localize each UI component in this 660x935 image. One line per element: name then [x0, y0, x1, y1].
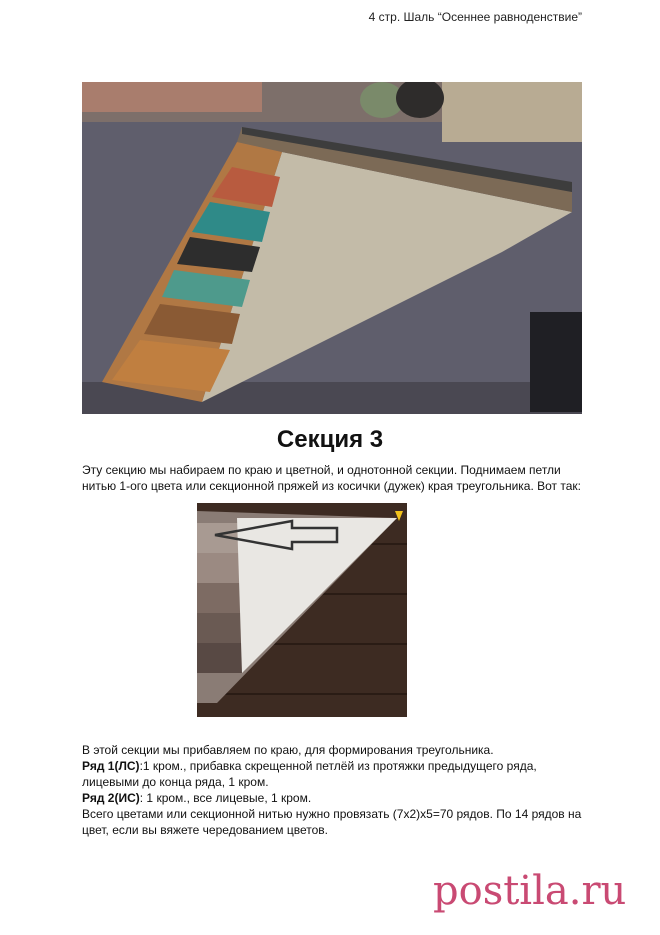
- knitted-shawl-photo: [82, 82, 582, 414]
- section-intro: Эту секцию мы набираем по краю и цветной, и однотонной секции. Поднимаем петли нитью 1-ого цвета или секционной пряжей из косички (дужек) края треугольника. Вот так:: [82, 463, 582, 493]
- instruction-last-line: Всего цветами или секционной нитью нужно провязать (7х2)х5=70 рядов. По 14 рядов на цвет, если вы вяжете чередованием цветов.: [82, 807, 582, 837]
- row-2-label: Ряд 2(ИС): [82, 791, 140, 805]
- instructions-block: [82, 742, 582, 838]
- shawl-on-floor-photo: [197, 503, 407, 717]
- instruction-line-1: В этой секции мы прибавляем по краю, для формирования треугольника.: [82, 743, 494, 757]
- instruction-row-1: [82, 758, 582, 790]
- row-1-text: :1 кром., прибавка скрещенной петлёй из протяжки предыдущего ряда, лицевыми до конца ряда, 1 кром.: [82, 759, 537, 789]
- postila-watermark: postila.ru: [433, 868, 627, 914]
- row-2-text: : 1 кром., все лицевые, 1 кром.: [139, 791, 312, 805]
- instruction-row-2: [82, 790, 582, 806]
- row-1-label: Ряд 1(ЛС): [82, 759, 140, 773]
- page-header: 4 стр. Шаль “Осеннее равноденствие”: [368, 10, 582, 24]
- section-title: Секция 3: [276, 426, 384, 453]
